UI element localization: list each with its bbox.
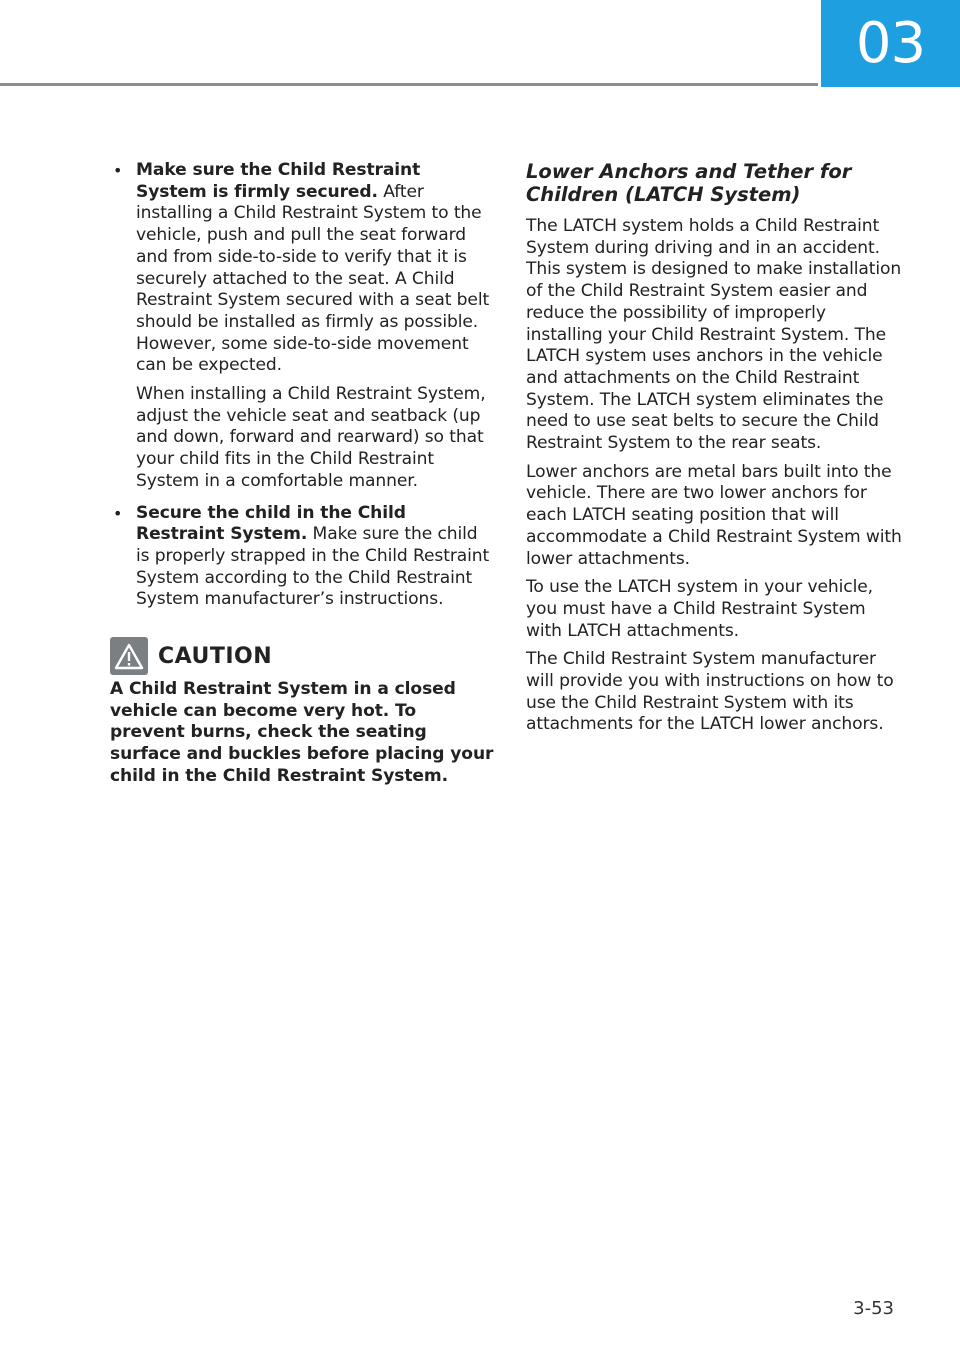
right-column	[526, 160, 904, 743]
header-rule	[0, 83, 818, 86]
left-column	[110, 160, 495, 788]
bullet-dot: •	[113, 161, 123, 180]
bullet-paragraph	[136, 503, 495, 612]
bullet-paragraph	[136, 160, 495, 377]
bullet-paragraph-2: When installing a Child Restraint System, adjust the vehicle seat and seatback (up and down, forward and rearward) so that your child fits in the Child Restraint System in a comfortable manner.	[136, 384, 486, 491]
section-heading: Lower Anchors and Tether for Children (LATCH System)	[526, 160, 852, 206]
bullet-text: After installing a Child Restraint System to the vehicle, push and pull the seat forward and from side-to-side to verify that it is securely attached to the seat. A Child Restraint System secured with a seat belt should be installed as firmly as possible. However, some side-to-side movement can be expected.	[136, 181, 490, 376]
body-paragraph: Lower anchors are metal bars built into the vehicle. There are two lower anchors for each LATCH seating position that will accommodate a Child Restraint System with lower attachments.	[526, 461, 902, 569]
body-paragraph: To use the LATCH system in your vehicle, you must have a Child Restraint System with LATCH attachments.	[526, 577, 873, 641]
chapter-number: 03	[855, 11, 926, 76]
body-paragraph: The LATCH system holds a Child Restraint System during driving and in an accident. This system is designed to make installation of the Child Restraint System easier and reduce the possibility of improperly installing your Child Restraint System. The LATCH system uses anchors in the vehicle and attachments on the Child Restraint System. The LATCH system eliminates the need to use seat belts to secure the Child Restraint System to the rear seats.	[526, 216, 902, 454]
bullet-text: Make sure the child is properly strapped in the Child Restraint System according to the Child Restraint System manufacturer’s instructions.	[136, 524, 490, 610]
warning-triangle-icon	[110, 637, 148, 675]
bullet-lead: Secure the child in the Child Restraint System.	[136, 502, 406, 545]
caution-header	[110, 637, 495, 675]
bullet-item	[110, 503, 495, 612]
bullet-lead: Make sure the Child Restraint System is firmly secured.	[136, 160, 421, 202]
bullet-dot: •	[113, 503, 123, 523]
chapter-tab	[821, 0, 960, 87]
caution-title: CAUTION	[158, 643, 273, 669]
caution-body: A Child Restraint System in a closed vehicle can become very hot. To prevent burns, check the seating surface and buckles before placing your child in the Child Restraint System.	[110, 679, 494, 786]
body-paragraph: The Child Restraint System manufacturer will provide you with instructions on how to use the Child Restraint System with its attachments for the LATCH lower anchors.	[526, 649, 894, 735]
bullet-item	[110, 160, 495, 493]
page-number: 3-53	[853, 1298, 894, 1319]
